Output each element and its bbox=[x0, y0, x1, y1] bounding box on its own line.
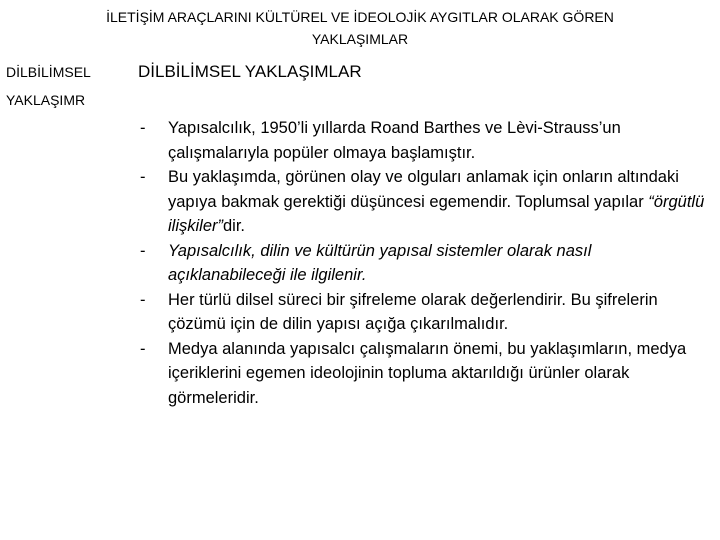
bullet-list bbox=[138, 116, 713, 410]
bullet-text bbox=[168, 168, 704, 235]
bullet-text: Yapısalcılık, 1950’li yıllarda Roand Barthes ve Lèvi-Strauss’un çalışmalarıyla popüler olmaya başlamıştır. bbox=[168, 119, 621, 162]
side-label-line-2: YAKLAŞIMR bbox=[6, 92, 86, 108]
side-section-label bbox=[6, 58, 126, 114]
bullet-text: Medya alanında yapısalcı çalışmaların önemi, bu yaklaşımların, medya içeriklerini egemen ideolojinin topluma aktarıldığı ürünler olarak görmeleridir. bbox=[168, 339, 687, 407]
bullet-dash: - bbox=[140, 290, 146, 309]
bullet-item-2 bbox=[138, 165, 713, 239]
bullet-item-4 bbox=[138, 288, 713, 337]
bullet-dash: - bbox=[140, 241, 146, 260]
bullet-text: Yapısalcılık, dilin ve kültürün yapısal sistemler olarak nasıl açıklanabileceği ile ilgilenir. bbox=[168, 241, 592, 284]
bullet-text-before: Bu yaklaşımda, görünen olay ve olguları anlamak için onların altındaki yapıya bakmak gerektiği düşüncesi egemendir. Toplumsal yapılar bbox=[168, 168, 679, 211]
bullet-text: Her türlü dilsel süreci bir şifreleme olarak değerlendirir. Bu şifrelerin çözümü için de dilin yapısı açığa çıkarılmalıdır. bbox=[168, 290, 658, 333]
bullet-item-5 bbox=[138, 337, 713, 411]
bullet-item-3 bbox=[138, 239, 713, 288]
side-label-line-1: DİLBİLİMSEL bbox=[6, 64, 91, 80]
bullet-dash: - bbox=[140, 339, 146, 358]
main-heading: DİLBİLİMSEL YAKLAŞIMLAR bbox=[138, 62, 362, 81]
bullet-text-after: dir. bbox=[223, 217, 246, 235]
bullet-item-1 bbox=[138, 116, 713, 165]
slide-title-line-1: İLETİŞİM ARAÇLARINI KÜLTÜREL VE İDEOLOJİK AYGITLAR OLARAK GÖREN bbox=[106, 9, 614, 25]
slide-title bbox=[40, 6, 680, 50]
bullet-dash: - bbox=[140, 119, 146, 137]
bullet-dash: - bbox=[140, 168, 146, 186]
bullet-text-emphasis: “örgütlü ilişkiler” bbox=[168, 192, 705, 235]
slide-title-line-2: YAKLAŞIMLAR bbox=[311, 31, 409, 47]
